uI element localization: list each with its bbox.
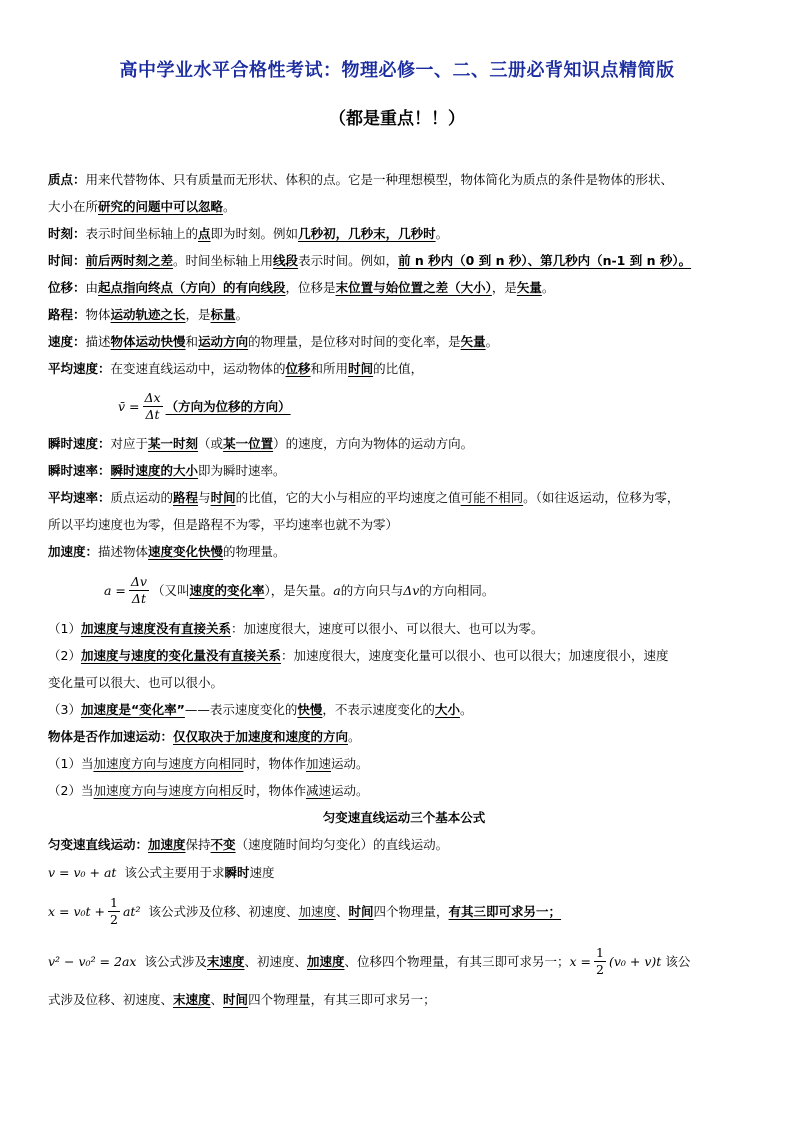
numerator: Δx xyxy=(144,389,161,405)
term-label: 位移： xyxy=(48,280,86,295)
numerator: 1 xyxy=(596,944,604,960)
formula-lhs: v̄ = xyxy=(118,398,140,414)
term-label: 质点： xyxy=(48,172,86,187)
text: 对应于 xyxy=(110,436,149,451)
term-label: 平均速率： xyxy=(48,490,111,505)
emphasis: （方向为位移的方向） xyxy=(165,398,291,414)
text: 该公式涉及 xyxy=(144,953,207,969)
list-item-same-direction xyxy=(48,750,760,777)
formula-part: x = v₀t + xyxy=(48,903,106,919)
text: ，不表示速度变化的 xyxy=(322,702,435,717)
emphasis: 加速度是“变化率” xyxy=(80,702,185,717)
paragraph-uniform-acceleration xyxy=(48,831,760,858)
text: 描述物体 xyxy=(98,544,149,559)
emphasis: 运动方向 xyxy=(198,334,249,349)
term-label: 路程： xyxy=(48,307,86,322)
text: 所以平均速度也为零，但是路程不为零，平均速率也就不为零） xyxy=(48,517,399,532)
paragraph-average-speed xyxy=(48,484,760,511)
emphasis: 加速度 xyxy=(298,903,336,919)
term-label: 时间： xyxy=(48,253,86,268)
text: 描述 xyxy=(85,334,111,349)
emphasis: 某一位置 xyxy=(223,436,274,451)
text: 由 xyxy=(85,280,99,295)
symbol: a xyxy=(333,582,341,598)
emphasis: 末速度 xyxy=(206,953,245,969)
emphasis: 加速度与速度的变化量没有直接关系 xyxy=(80,648,281,663)
term-label: 时刻： xyxy=(48,226,86,241)
formula-part: x = xyxy=(569,953,592,969)
paragraph-accelerating xyxy=(48,723,760,750)
text: 即为时刻。例如 xyxy=(210,226,299,241)
emphasis: 前 n 秒内（0 到 n 秒）、第几秒内（n-1 到 n 秒）。 xyxy=(398,253,692,268)
text: （速度随时间均匀变化）的直线运动。 xyxy=(235,837,449,852)
formula-acceleration xyxy=(48,565,760,615)
emphasis: 大小 xyxy=(434,702,460,717)
text: 四个物理量，有其三即可求另一； xyxy=(248,992,436,1007)
text: 的方向只与 xyxy=(340,582,404,598)
emphasis: 可能不相同 xyxy=(460,490,524,505)
denominator: 2 xyxy=(596,961,604,977)
text: ，是 xyxy=(491,280,517,295)
text: 。 xyxy=(235,307,249,322)
text: 。 xyxy=(223,199,236,214)
fraction xyxy=(108,895,120,928)
paragraph-acceleration xyxy=(48,538,760,565)
text: 时，物体作 xyxy=(243,783,306,798)
term-label: 瞬时速率： xyxy=(48,463,111,478)
text: 和 xyxy=(185,334,199,349)
text: 用来代替物体、只有质量而无形状、体积的点。它是一种理想模型，物体简化为质点的条件是物体的形状、 xyxy=(85,172,674,187)
term-label: 瞬时速度： xyxy=(48,436,111,451)
text: 。 xyxy=(541,280,555,295)
text: 四个物理量， xyxy=(373,903,449,919)
paragraph-particle xyxy=(48,166,760,193)
text: 该公 xyxy=(665,953,691,969)
emphasis: 某一时刻 xyxy=(148,436,199,451)
emphasis: 位移 xyxy=(285,361,311,376)
text: ，是 xyxy=(185,307,211,322)
emphasis: 减速 xyxy=(305,783,331,798)
formula-part: at² xyxy=(122,903,141,919)
emphasis: 加速度方向与速度方向相反 xyxy=(93,783,244,798)
text: （1）当 xyxy=(48,756,94,771)
text: 速度 xyxy=(249,864,275,880)
text: 的方向相同。 xyxy=(419,582,495,598)
document-body xyxy=(48,166,760,1013)
text: 表示时间坐标轴上的 xyxy=(85,226,199,241)
paragraph-particle-cont xyxy=(48,193,760,220)
formula-velocity-displacement xyxy=(48,936,760,986)
paragraph-instant-speed xyxy=(48,457,760,484)
list-marker: （2） xyxy=(48,648,81,663)
text: 运动。 xyxy=(331,783,369,798)
denominator: Δt xyxy=(131,590,146,606)
paragraph-distance xyxy=(48,301,760,328)
emphasis: 时间 xyxy=(210,490,236,505)
paragraph-time xyxy=(48,247,760,274)
list-item-2 xyxy=(48,642,760,669)
paragraph-displacement xyxy=(48,274,760,301)
text: 式涉及位移、初速度、 xyxy=(48,992,174,1007)
emphasis: 仅仅取决于加速度和速度的方向 xyxy=(173,729,349,744)
text: 即为瞬时速率。 xyxy=(198,463,286,478)
emphasis: 时间 xyxy=(223,992,249,1007)
emphasis: 末速度 xyxy=(173,992,211,1007)
emphasis: 时间 xyxy=(348,903,374,919)
list-item-1 xyxy=(48,615,760,642)
term-label: 速度： xyxy=(48,334,86,349)
list-marker: （3） xyxy=(48,702,81,717)
emphasis: 前后两时刻之差 xyxy=(85,253,174,268)
numerator: 1 xyxy=(110,894,118,910)
emphasis: 加速度方向与速度方向相同 xyxy=(93,756,244,771)
formula-velocity-time xyxy=(48,858,760,886)
text: 。 xyxy=(435,226,449,241)
text: 。（如往返运动，位移为零， xyxy=(523,490,680,505)
text: 质点运动的 xyxy=(110,490,174,505)
emphasis: 线段 xyxy=(273,253,299,268)
text: 。 xyxy=(348,729,361,744)
list-item-opposite-direction xyxy=(48,777,760,804)
text: ——表示速度变化的 xyxy=(184,702,298,717)
text: 和所用 xyxy=(310,361,349,376)
emphasis: 末位置与始位置之差（大小） xyxy=(335,280,492,295)
text: ：加速度很大，速度变化量可以很小、也可以很大；加速度很小，速度 xyxy=(280,648,669,663)
emphasis: 矢量 xyxy=(516,280,542,295)
text: 、 xyxy=(210,992,224,1007)
emphasis: 瞬时 xyxy=(224,864,250,880)
emphasis: 加速度 xyxy=(148,837,186,852)
paragraph-average-formula-cont xyxy=(48,986,760,1013)
emphasis: 加速 xyxy=(305,756,331,771)
symbol: Δv xyxy=(403,582,420,598)
document-subtitle: （都是重点！！） xyxy=(329,109,465,129)
text: 物体 xyxy=(85,307,111,322)
emphasis: 快慢 xyxy=(297,702,323,717)
term-label: 平均速度： xyxy=(48,361,111,376)
text: 。 xyxy=(459,702,473,717)
paragraph-moment xyxy=(48,220,760,247)
emphasis: 研究的问题中可以忽略 xyxy=(98,199,224,214)
text: 变化量可以很大、也可以很小。 xyxy=(48,675,224,690)
denominator: Δt xyxy=(145,406,160,422)
fraction xyxy=(594,945,606,978)
emphasis: 有其三即可求另一； xyxy=(448,903,562,919)
text: 表示时间。例如， xyxy=(298,253,399,268)
text: 与 xyxy=(198,490,211,505)
text: 该公式主要用于求 xyxy=(124,864,225,880)
document-title: 高中学业水平合格性考试：物理必修一、二、三册必背知识点精简版 xyxy=(119,60,675,81)
list-marker: （1） xyxy=(48,621,81,636)
section-heading: 匀变速直线运动三个基本公式 xyxy=(322,810,486,825)
denominator: 2 xyxy=(110,911,118,927)
paragraph-instant-velocity xyxy=(48,430,760,457)
paragraph-average-speed-cont xyxy=(48,511,760,538)
text: （又叫 xyxy=(152,582,190,598)
text: 。时间坐标轴上用 xyxy=(173,253,274,268)
text: 的物理量。 xyxy=(223,544,286,559)
emphasis: 不变 xyxy=(210,837,236,852)
fraction xyxy=(129,574,149,607)
text: ，位移是 xyxy=(285,280,336,295)
text: （2）当 xyxy=(48,783,94,798)
text: 的比值， xyxy=(373,361,424,376)
text: 时，物体作 xyxy=(243,756,306,771)
paragraph-average-velocity xyxy=(48,355,760,382)
formula-displacement-time xyxy=(48,886,760,936)
term-label: 加速度： xyxy=(48,544,99,559)
formula-lhs: a = xyxy=(104,582,126,598)
emphasis: 标量 xyxy=(210,307,236,322)
formula: v = v₀ + at xyxy=(48,864,117,880)
text: 、 xyxy=(336,903,349,919)
list-item-2-cont xyxy=(48,669,760,696)
emphasis: 瞬时速度的大小 xyxy=(110,463,199,478)
emphasis: 物体运动快慢 xyxy=(110,334,186,349)
emphasis: 时间 xyxy=(348,361,374,376)
text: ），是矢量。 xyxy=(264,582,334,598)
text: 保持 xyxy=(185,837,211,852)
term-label: 匀变速直线运动： xyxy=(48,837,149,852)
text: ：加速度很大，速度可以很小、可以很大、也可以为零。 xyxy=(230,621,544,636)
emphasis: 路程 xyxy=(173,490,199,505)
emphasis: 矢量 xyxy=(460,334,486,349)
text: 运动。 xyxy=(331,756,369,771)
emphasis: 速度的变化率 xyxy=(189,582,265,598)
emphasis: 起点指向终点（方向）的有向线段 xyxy=(98,280,286,295)
text: 、初速度、 xyxy=(244,953,307,969)
paragraph-velocity xyxy=(48,328,760,355)
text: 的比值，它的大小与相应的平均速度之值 xyxy=(235,490,461,505)
formula-part: (v₀ + v)t xyxy=(608,953,662,969)
emphasis: 点 xyxy=(198,226,211,241)
text: （或 xyxy=(198,436,224,451)
formula: v² − v₀² = 2ax xyxy=(48,953,137,969)
fraction xyxy=(143,390,163,423)
emphasis: 运动轨迹之长 xyxy=(110,307,186,322)
text: 大小在所 xyxy=(48,199,99,214)
text: ）的速度，方向为物体的运动方向。 xyxy=(273,436,474,451)
list-item-3 xyxy=(48,696,760,723)
emphasis: 加速度 xyxy=(307,953,345,969)
emphasis: 速度变化快慢 xyxy=(148,544,224,559)
text: 、位移四个物理量，有其三即可求另一； xyxy=(344,953,570,969)
text: 的物理量，是位移对时间的变化率，是 xyxy=(248,334,461,349)
text: 。 xyxy=(485,334,499,349)
formula-average-velocity xyxy=(48,382,760,430)
term-label: 物体是否作加速运动： xyxy=(48,729,174,744)
emphasis: 加速度与速度没有直接关系 xyxy=(80,621,231,636)
numerator: Δv xyxy=(130,573,147,589)
text: 该公式涉及位移、初速度、 xyxy=(148,903,299,919)
text: 在变速直线运动中，运动物体的 xyxy=(110,361,286,376)
emphasis: 几秒初，几秒末，几秒时 xyxy=(298,226,436,241)
